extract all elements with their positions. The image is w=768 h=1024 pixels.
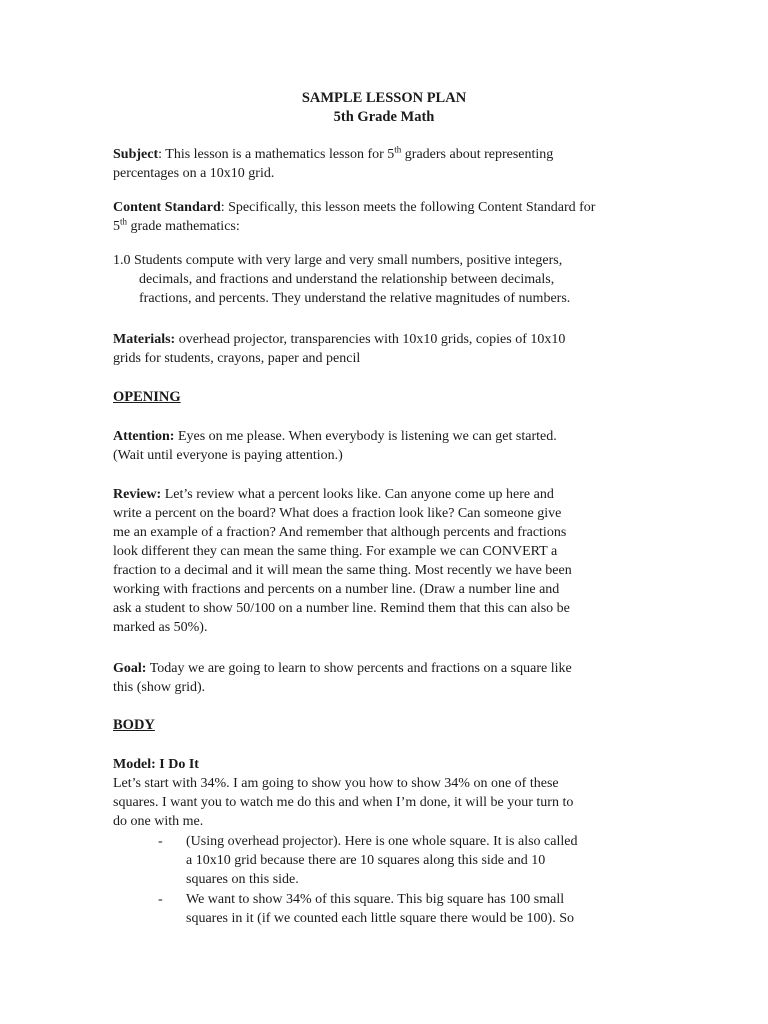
bullet-line: squares on this side. (186, 872, 299, 887)
review-line: ask a student to show 50/100 on a number line. Remind them that this can also be (113, 601, 570, 616)
content-standard-label: Content Standard (113, 200, 221, 215)
goal-paragraph (113, 659, 658, 697)
standard-line2: decimals, and fractions and understand the relationship between decimals, (139, 272, 555, 287)
bullet-line: squares in it (if we counted each little square there would be 100). So (186, 911, 574, 926)
review-line: working with fractions and percents on a number line. (Draw a number line and (113, 582, 560, 597)
attention-line1: Eyes on me please. When everybody is listening we can get started. (174, 429, 557, 444)
model-line: Let’s start with 34%. I am going to show you how to show 34% on one of these (113, 776, 559, 791)
bullet-dash: - (158, 834, 163, 849)
attention-paragraph (113, 427, 658, 465)
review-line: Let’s review what a percent looks like. Can anyone come up here and (161, 487, 554, 502)
subject-paragraph (113, 145, 658, 183)
review-line: fraction to a decimal and it will mean the same thing. Most recently we have been (113, 563, 572, 578)
model-line: squares. I want you to watch me do this and when I’m done, it will be your turn to (113, 795, 574, 810)
subject-label: Subject (113, 147, 159, 162)
subject-sup: th (394, 144, 402, 155)
attention-line2: (Wait until everyone is paying attention.) (113, 448, 343, 463)
model-line: do one with me. (113, 814, 204, 829)
goal-line1: Today we are going to learn to show percents and fractions on a square like (146, 661, 572, 676)
model-label: Model: I Do It (113, 757, 199, 772)
review-paragraph (113, 485, 658, 637)
goal-line2: this (show grid). (113, 680, 206, 695)
standard-item (113, 251, 663, 308)
content-standard-paragraph (113, 198, 658, 236)
review-label: Review: (113, 487, 162, 502)
body-heading: BODY (113, 717, 155, 733)
document-subtitle: 5th Grade Math (333, 109, 435, 125)
goal-label: Goal: (113, 661, 147, 676)
materials-label: Materials: (113, 332, 176, 347)
review-line: marked as 50%). (113, 620, 208, 635)
review-line: write a percent on the board? What does a fraction look like? Can someone give (113, 506, 562, 521)
subject-text-after: graders about representing (401, 147, 554, 162)
attention-label: Attention: (113, 429, 175, 444)
bullet-line: a 10x10 grid because there are 10 squares along this side and 10 (186, 853, 546, 868)
content-standard-line2-post: grade mathematics: (127, 219, 240, 234)
materials-line1: overhead projector, transparencies with 10x10 grids, copies of 10x10 (175, 332, 566, 347)
subject-line2: percentages on a 10x10 grid. (113, 166, 275, 181)
bullet-line: We want to show 34% of this square. This big square has 100 small (186, 892, 565, 907)
review-line: me an example of a fraction? And remember that although percents and fractions (113, 525, 567, 540)
review-line: look different they can mean the same thing. For example we can CONVERT a (113, 544, 558, 559)
content-standard-sup: th (120, 216, 128, 227)
standard-line3: fractions, and percents. They understand the relative magnitudes of numbers. (139, 291, 571, 306)
document-title: SAMPLE LESSON PLAN (301, 90, 467, 106)
content-standard-line2-pre: 5 (113, 219, 120, 234)
materials-line2: grids for students, crayons, paper and pencil (113, 351, 361, 366)
model-paragraph (113, 755, 658, 831)
materials-paragraph (113, 330, 658, 368)
opening-heading: OPENING (113, 389, 181, 405)
title-block (0, 89, 768, 127)
bullet-dash: - (158, 892, 163, 907)
content-standard-line1: : Specifically, this lesson meets the following Content Standard for (220, 200, 596, 215)
standard-line1: 1.0 Students compute with very large and very small numbers, positive integers, (113, 253, 563, 268)
bullet-line: (Using overhead projector). Here is one whole square. It is also called (186, 834, 578, 849)
subject-text-before: : This lesson is a mathematics lesson for 5 (158, 147, 395, 162)
